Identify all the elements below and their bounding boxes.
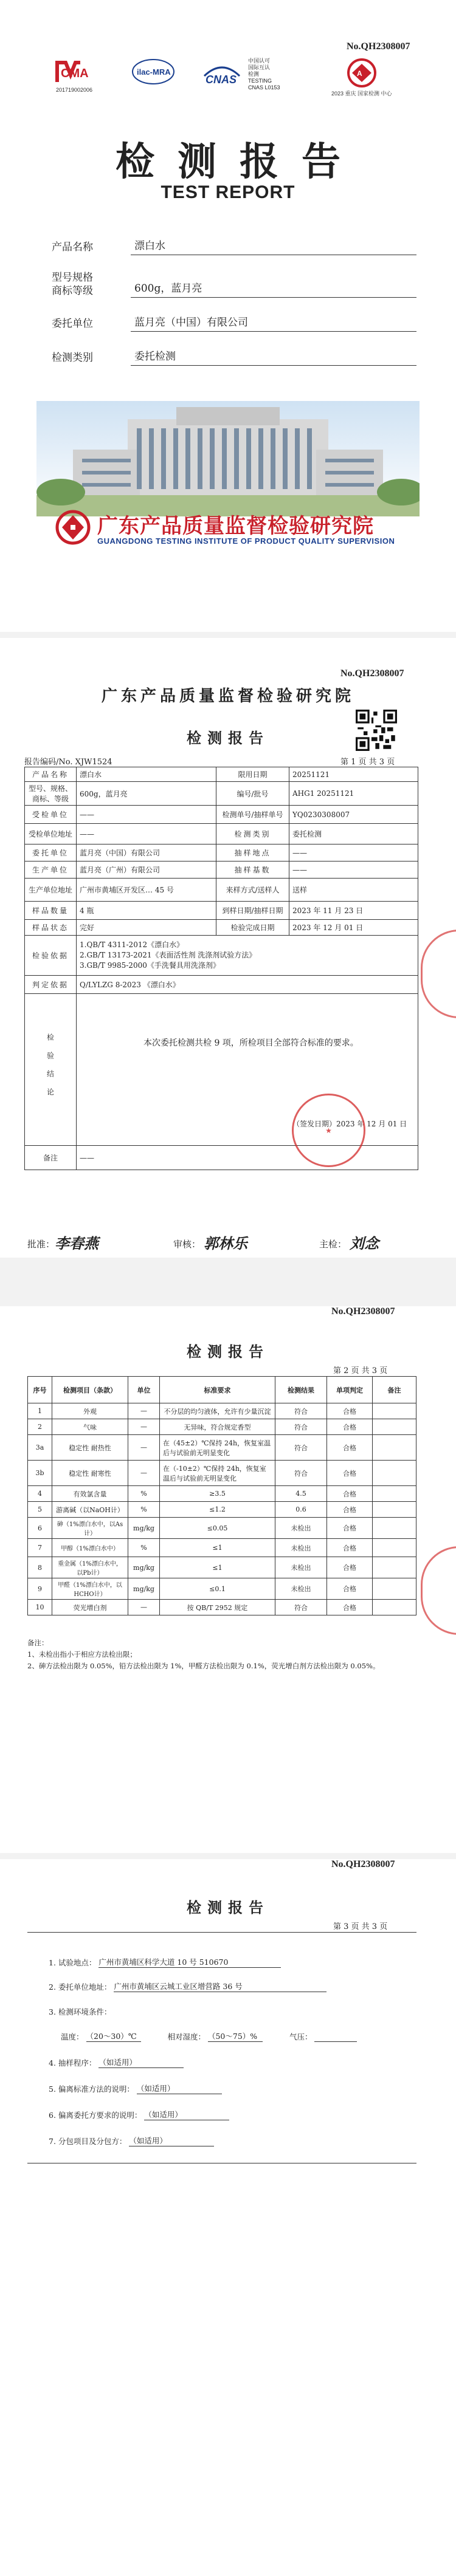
approver-signature: 李春燕: [55, 1236, 98, 1252]
row-unit: %: [128, 1486, 160, 1502]
note-line: 2、砷方法检出限为 0.05%，铅方法检出限为 1%，甲醛方法检出限为 0.1%，荧光增白剂方法检出限为 0.05%。: [27, 1662, 380, 1670]
cell-value: 20251121: [289, 767, 418, 782]
row-result: 符合: [275, 1419, 327, 1435]
item-label: 7. 分包项目及分包方：: [49, 2137, 127, 2146]
page-indicator: 第 3 页 共 3 页: [333, 1922, 388, 1931]
row-no: 5: [28, 1502, 52, 1518]
cell-label: 样品状态: [25, 920, 77, 936]
row-judge: 合格: [327, 1502, 373, 1518]
row-item: 游离碱（以NaOH计）: [52, 1502, 128, 1518]
iso-logo: [331, 58, 392, 97]
page-title: 检测报告: [187, 1899, 269, 1916]
client-address-item: [49, 1981, 326, 1992]
row-judge: 合格: [327, 1539, 373, 1557]
row-no: 9: [28, 1578, 52, 1600]
row-no: 3b: [28, 1461, 52, 1486]
row-result: 符合: [275, 1435, 327, 1461]
row-result: 未检出: [275, 1518, 327, 1539]
cell-label: 判定依据: [25, 976, 77, 994]
cover-page: [0, 0, 456, 632]
row-req: ≤0.05: [160, 1518, 275, 1539]
row-req: 在（45±2）℃保持 24h，恢复室温后与试验前无明显变化: [160, 1435, 275, 1461]
reviewer-label: 审核：: [173, 1239, 201, 1250]
row-result: 未检出: [275, 1578, 327, 1600]
conclusion-text: 本次委托检测共检 9 项，所检项目全部符合标准的要求。: [143, 1038, 359, 1048]
environment-item: [49, 2006, 111, 2017]
report-number: No.QH2308007: [347, 41, 410, 52]
cell-label: 来样方式/送样人: [216, 879, 289, 902]
cover-field-label: 产品名称: [52, 241, 93, 253]
cell-value: ——: [77, 1146, 418, 1170]
item-label: 3. 检测环境条件：: [49, 2007, 112, 2016]
sampling-procedure-item: [49, 2057, 184, 2068]
column-header: 备注: [373, 1377, 416, 1403]
client-deviation-item: [49, 2109, 229, 2120]
item-value: （如适用）: [137, 2083, 222, 2094]
report-number: No.QH2308007: [340, 668, 404, 679]
row-req: 在（-10±2）℃保持 24h，恢复室温后与试验前无明显变化: [160, 1461, 275, 1486]
row-unit: —: [128, 1419, 160, 1435]
ilac-logo: [131, 58, 176, 86]
item-value: 广州市黄埔区云城工业区增营路 36 号: [114, 1981, 326, 1992]
environment-values: [61, 2030, 357, 2042]
cell-label: 到样日期/抽样日期: [216, 902, 289, 920]
row-req: ≤1: [160, 1539, 275, 1557]
report-page-2: [0, 1306, 456, 1853]
cell-value: 送样: [289, 879, 418, 902]
cell-label: 限用日期: [216, 767, 289, 782]
cell-value: ——: [289, 862, 418, 879]
cell-label: 检验依据: [25, 936, 77, 976]
row-req: ≤1: [160, 1557, 275, 1578]
cover-field-label: 检测类别: [52, 352, 93, 364]
row-item: 甲醇（1%漂白水中）: [52, 1539, 128, 1557]
table-row: [28, 1557, 416, 1578]
item-value: 广州市黄埔区科学大道 10 号 510670: [98, 1956, 281, 1968]
page3-top-rule: [27, 1932, 416, 1933]
cell-value: 委托检测: [289, 824, 418, 844]
row-judge: 合格: [327, 1578, 373, 1600]
cover-title-cn: 检测报告: [116, 139, 364, 185]
humidity-value: （50～75）%: [208, 2030, 263, 2042]
sign-date: （签发日期）2023 年 12 月 01 日: [292, 1120, 407, 1128]
page-indicator: 第 1 页 共 3 页: [340, 758, 395, 767]
table-row: [28, 1403, 416, 1419]
row-no: 6: [28, 1518, 52, 1539]
row-no: 10: [28, 1600, 52, 1615]
row-item: 稳定性 耐寒性: [52, 1461, 128, 1486]
item-label: 6. 偏离委托方要求的说明：: [49, 2111, 142, 2120]
test-site-item: [49, 1956, 281, 1968]
row-item: 有效氯含量: [52, 1486, 128, 1502]
row-no: 4: [28, 1486, 52, 1502]
page-indicator: 第 2 页 共 3 页: [333, 1366, 388, 1375]
cover-field-row: [52, 237, 416, 255]
test-basis-cell: [77, 936, 418, 976]
column-header: 检测结果: [275, 1377, 327, 1403]
row-unit: mg/kg: [128, 1518, 160, 1539]
cell-value: 蓝月亮（广州）有限公司: [77, 862, 216, 879]
cover-field-row: [52, 348, 416, 366]
cnas-text-block: [248, 58, 280, 91]
row-item: 重金属（1%漂白水中，以Pb计）: [52, 1557, 128, 1578]
item-value: （如适用）: [98, 2057, 184, 2068]
temperature-label: 温度：: [61, 2032, 84, 2041]
cell-label: 生产单位: [25, 862, 77, 879]
subcontract-item: [49, 2135, 214, 2146]
row-result: 符合: [275, 1600, 327, 1615]
table-row: [28, 1486, 416, 1502]
cell-label: 型号、规格、商标、等级: [25, 782, 77, 806]
row-unit: —: [128, 1461, 160, 1486]
conclusion-cell: [77, 994, 418, 1146]
cell-label: 编号/批号: [216, 782, 289, 806]
row-req: ≥3.5: [160, 1486, 275, 1502]
row-req: 按 QB/T 2952 规定: [160, 1600, 275, 1615]
row-judge: 合格: [327, 1518, 373, 1539]
cover-field-value: 漂白水: [131, 237, 416, 255]
row-judge: 合格: [327, 1486, 373, 1502]
page-title: 检测报告: [187, 729, 269, 747]
row-unit: —: [128, 1403, 160, 1419]
row-item: 甲醛（1%漂白水中，以HCHO计）: [52, 1578, 128, 1600]
cell-value: ——: [77, 806, 216, 824]
cover-field-label: 型号规格 商标等级: [52, 272, 93, 297]
cell-value: 广州市黄埔区开发区… 45 号: [77, 879, 216, 902]
row-judge: 合格: [327, 1461, 373, 1486]
row-no: 7: [28, 1539, 52, 1557]
row-req: ≤1.2: [160, 1502, 275, 1518]
row-result: 4.5: [275, 1486, 327, 1502]
report-page-1: [0, 638, 456, 1258]
temperature-value: （20～30）℃: [86, 2030, 141, 2042]
cell-value: 4 瓶: [77, 902, 216, 920]
iso-caption: 2023 重庆 国家检测 中心: [331, 91, 392, 97]
cell-value: AHG1 20251121: [289, 782, 418, 806]
column-header: 序号: [28, 1377, 52, 1403]
institute-banner-cn: 广东产品质量监督检验研究院: [97, 514, 374, 538]
column-header: 标准要求: [160, 1377, 275, 1403]
row-item: 砷（1%漂白水中，以As计）: [52, 1518, 128, 1539]
table-row: [28, 1578, 416, 1600]
row-no: 3a: [28, 1435, 52, 1461]
ilac-text: ilac-MRA: [137, 67, 171, 77]
pressure-value: [314, 2041, 357, 2042]
cnas-line: CNAS L0153: [248, 84, 280, 91]
test-results-table: [27, 1376, 416, 1615]
accreditation-logos: [55, 58, 407, 112]
institute-name: 广东产品质量监督检验研究院: [101, 687, 354, 705]
item-label: 4. 抽样程序：: [49, 2058, 97, 2067]
row-no: 8: [28, 1557, 52, 1578]
cover-fields: [52, 237, 416, 382]
table-notes: [27, 1637, 416, 1672]
approver-label: 批准：: [27, 1239, 55, 1250]
row-judge: 合格: [327, 1403, 373, 1419]
row-judge: 合格: [327, 1419, 373, 1435]
basis-line: 3.GB/T 9985-2000《手洗餐具用洗涤剂》: [80, 961, 220, 970]
cell-label: 产品名称: [25, 767, 77, 782]
row-result: 符合: [275, 1461, 327, 1486]
qr-code: [356, 710, 397, 751]
cell-label: 检测类别: [216, 824, 289, 844]
table-row: [28, 1502, 416, 1518]
tester-label: 主检：: [319, 1239, 347, 1250]
cover-title-en: TEST REPORT: [161, 182, 295, 202]
column-header: 检测项目（条款）: [52, 1377, 128, 1403]
svg-text:A: A: [356, 69, 362, 78]
cnas-line: 国际互认: [248, 64, 271, 70]
item-label: 2. 委托单位地址：: [49, 1982, 112, 1992]
cell-label: 检验完成日期: [216, 920, 289, 936]
cell-value: ——: [77, 824, 216, 844]
row-req: 不分层的均匀液体，允许有少量沉淀: [160, 1403, 275, 1419]
cma-code: 201719002006: [55, 87, 93, 93]
cell-label: 受检单位地址: [25, 824, 77, 844]
row-req: 无异味，符合规定香型: [160, 1419, 275, 1435]
cell-label: 生产单位地址: [25, 879, 77, 902]
row-no: 2: [28, 1419, 52, 1435]
basis-line: 1.QB/T 4311-2012《漂白水》: [80, 940, 184, 949]
report-code: [24, 755, 112, 767]
cell-label: 抽样地点: [216, 844, 289, 862]
row-unit: %: [128, 1539, 160, 1557]
report-code-label: 报告编码/No.: [24, 758, 73, 767]
cnas-line: TESTING: [248, 78, 272, 84]
row-unit: —: [128, 1600, 160, 1615]
row-result: 0.6: [275, 1502, 327, 1518]
row-unit: —: [128, 1435, 160, 1461]
row-judge: 合格: [327, 1435, 373, 1461]
row-judge: 合格: [327, 1557, 373, 1578]
column-header: 单项判定: [327, 1377, 373, 1403]
cell-label: 受检单位: [25, 806, 77, 824]
cell-label: 样品数量: [25, 902, 77, 920]
item-label: 1. 试验地点：: [49, 1958, 97, 1967]
institute-logo: [55, 509, 91, 546]
report-code-value: XJW1524: [75, 758, 112, 767]
cell-value: 2023 年 12 月 01 日: [289, 920, 418, 936]
cell-value: 完好: [77, 920, 216, 936]
note-line: 备注：: [27, 1639, 49, 1647]
table-row: [28, 1518, 416, 1539]
edge-seal-stamp: [421, 1546, 456, 1635]
cma-logo: [55, 58, 94, 93]
method-deviation-item: [49, 2083, 222, 2094]
report-number: No.QH2308007: [331, 1306, 395, 1317]
row-req: ≤0.1: [160, 1578, 275, 1600]
reviewer-signature: 郭林乐: [204, 1236, 247, 1252]
institute-banner-en: GUANGDONG TESTING INSTITUTE OF PRODUCT QUALITY SUPERVISION: [97, 536, 395, 546]
report-page-3: [0, 1859, 456, 2576]
item-value: （如适用）: [144, 2109, 229, 2120]
cell-value: ——: [289, 844, 418, 862]
note-line: 1、未检出指小于相应方法检出限；: [27, 1650, 137, 1659]
cell-value: Q/LYLZG 8-2023 《漂白水》: [77, 976, 418, 994]
table-row: [28, 1461, 416, 1486]
row-no: 1: [28, 1403, 52, 1419]
cover-field-value: 委托检测: [131, 348, 416, 366]
table-row: [28, 1600, 416, 1615]
row-unit: %: [128, 1502, 160, 1518]
row-item: 稳定性 耐热性: [52, 1435, 128, 1461]
column-header: 单位: [128, 1377, 160, 1403]
report-number: No.QH2308007: [331, 1859, 395, 1869]
table-row: [28, 1435, 416, 1461]
row-item: 外观: [52, 1403, 128, 1419]
edge-seal-stamp: [421, 930, 456, 1018]
cover-field-value: 600g，蓝月亮: [131, 279, 416, 298]
humidity-label: 相对湿度：: [167, 2032, 206, 2041]
item-label: 5. 偏离标准方法的说明：: [49, 2084, 134, 2094]
pressure-label: 气压：: [289, 2032, 313, 2041]
cell-label: 抽样基数: [216, 862, 289, 879]
cover-field-row: [52, 271, 416, 298]
page-title: 检测报告: [187, 1343, 269, 1360]
cell-value: 蓝月亮（中国）有限公司: [77, 844, 216, 862]
cnas-logo: [201, 58, 243, 86]
cell-value: 600g，蓝月亮: [77, 782, 216, 806]
row-item: 荧光增白剂: [52, 1600, 128, 1615]
cell-value: 漂白水: [77, 767, 216, 782]
tester-signature: 刘念: [350, 1236, 379, 1252]
table-row: [28, 1419, 416, 1435]
row-unit: mg/kg: [128, 1578, 160, 1600]
row-result: 未检出: [275, 1557, 327, 1578]
cell-label: 委托单位: [25, 844, 77, 862]
row-result: 符合: [275, 1403, 327, 1419]
cnas-text: CNAS: [206, 74, 237, 86]
cnas-line: 检测: [248, 71, 260, 77]
institute-building-image: [36, 401, 420, 516]
row-item: 气味: [52, 1419, 128, 1435]
cell-value: 2023 年 11 月 23 日: [289, 902, 418, 920]
cover-field-value: 蓝月亮（中国）有限公司: [131, 313, 416, 332]
cover-field-label: 委托单位: [52, 318, 93, 330]
cnas-line: 中国认可: [248, 58, 271, 64]
row-judge: 合格: [327, 1600, 373, 1615]
cover-field-row: [52, 313, 416, 332]
official-seal-stamp: ★: [292, 1094, 365, 1167]
row-result: 未检出: [275, 1539, 327, 1557]
table-row: [28, 1539, 416, 1557]
row-unit: mg/kg: [128, 1557, 160, 1578]
item-value: （如适用）: [129, 2135, 214, 2146]
cell-label: 检测单号/抽样单号: [216, 806, 289, 824]
cell-label: 检验结论: [25, 994, 77, 1146]
cell-value: YQ0230308007: [289, 806, 418, 824]
basis-line: 2.GB/T 13173-2021《表面活性剂 洗涤剂试验方法》: [80, 951, 257, 959]
cell-label: 备注: [25, 1146, 77, 1170]
svg-text:CMA: CMA: [61, 67, 89, 80]
